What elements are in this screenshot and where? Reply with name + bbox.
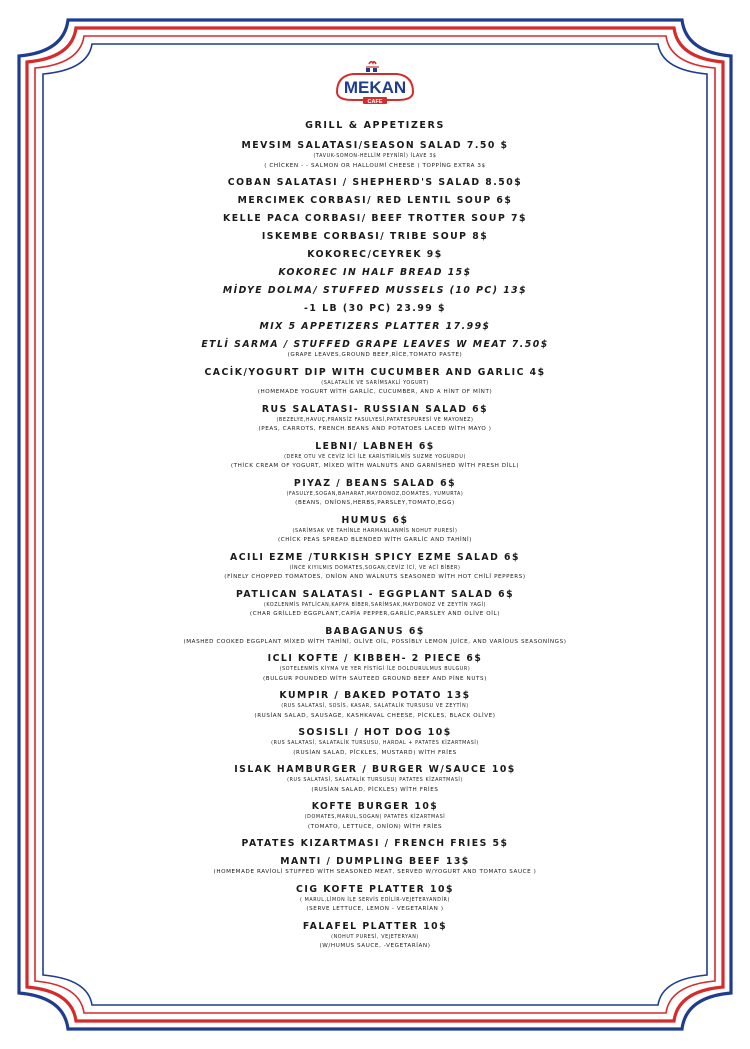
menu-item-title: PATLICAN SALATASI - EGGPLANT SALAD 6$ [235,588,515,600]
menu-item-title: -1 LB (30 PC) 23.99 $ [304,303,446,314]
menu-item-title: BABAGANUS 6$ [325,625,425,637]
menu-item [70,652,680,684]
menu-item-note: (RUS SALATASİ, SALATALİK TURSUSU) PATATES KİZARTMASİ) [287,778,463,783]
menu-item-note: (CHİCK PEAS SPREAD BLENDED WİTH GARLİC AND TAHİNİ) [277,537,473,543]
menu-item [70,194,680,207]
menu-item-note: (CHAR GRİLLED EGGPLANT,CAPİA PEPPER,GARLİC,PARSLEY AND OLİVE OİL) [249,611,501,617]
menu-item [70,689,680,721]
logo-wordmark: MEKAN [343,78,407,97]
menu-item-note: (NOHUT PURESİ, VEJETERYAN) [331,934,419,940]
menu-item-title: HUMUS 6$ [341,514,409,526]
menu-item [70,726,680,758]
menu-item-note: (RUS SALATASİ, SALATALİK TURSUSU, HARDAL + PATATES KİZARTMASİ) [271,741,479,746]
menu-item-title: COBAN SALATASI / SHEPHERD'S SALAD 8.50$ [227,177,523,188]
menu-item [70,302,680,315]
menu-item-note: (DERE OTU VE CEVİZ İCİ İLE KARİSTİRİLMİS SUZME YOGURDU) [284,454,466,460]
menu-item-note: (RUSİAN SALAD, PİCKLES) WİTH FRİES [311,786,439,793]
menu-item-note: (SALATALİK VE SARİMSAKLİ YOGURT) [321,380,429,386]
menu-item-title: KOKOREC/CEYREK 9$ [307,249,443,260]
menu-item-title: KOKOREC IN HALF BREAD 15$ [278,267,472,278]
menu-item-note: (PEAS, CARROTS, FRENCH BEANS AND POTATOES LACED WİTH MAYO ) [258,426,492,432]
menu-item-note: (FİNELY CHOPPED TOMATOES, ONİON AND WALNUTS SEASONED WİTH HOT CHİLİ PEPPERS) [224,574,526,580]
menu-item-note: (HOMEMADE YOGURT WİTH GARLİC, CUCUMBER, AND A HİNT OF MİNT) [257,389,493,395]
menu-item [70,248,680,261]
section-title: GRILL & APPETIZERS [305,120,445,131]
menu-item [70,883,680,915]
menu-item-title: KUMPIR / BAKED POTATO 13$ [279,690,471,701]
menu-item-title: MIX 5 APPETIZERS PLATTER 17.99$ [259,321,491,332]
menu-item-note: (W/HUMUS SAUCE, -VEGETARİAN) [319,943,431,949]
menu-item-note: (RUSİAN SALAD, SAUSAGE, KASHKAVAL CHEESE, PİCKLES, BLACK OLİVE) [254,712,496,719]
menu-item [70,855,680,878]
menu-item [70,514,680,546]
menu-list [70,118,680,952]
menu-item-note: (BEANS, ONİONS,HERBS,PARSLEY,TOMATO,EGG) [295,500,455,506]
menu-item-note: (KOZLENMİS PATLİCAN,KAPYA BİBER,SARİMSAK,MAYDONOZ VE ZEYTİN YAGİ) [263,602,487,608]
menu-item-title: ISKEMBE CORBASI/ TRIBE SOUP 8$ [261,231,489,242]
menu-item [70,551,680,583]
menu-item [70,588,680,620]
menu-item [70,920,680,952]
menu-item [70,230,680,243]
mekan-cafe-logo [333,58,417,106]
menu-item-note: ( CHİCKEN - - SALMON OR HALLOUMİ CHEESE ) TOPPİNG EXTRA 3$ [264,162,486,169]
menu-item-note: (HOMEMADE RAVİOLİ STUFFED WİTH SEASONED MEAT, SERVED W/YOGURT AND TOMATO SAUCE ) [213,869,537,875]
menu-item [70,320,680,333]
menu-item-title: LEBNI/ LABNEH 6$ [315,440,435,452]
menu-item-title: KOFTE BURGER 10$ [311,801,439,812]
menu-item-title: FALAFEL PLATTER 10$ [302,920,448,932]
menu-item-title: PIYAZ / BEANS SALAD 6$ [293,477,457,489]
menu-item-title: MİDYE DOLMA/ STUFFED MUSSELS (10 PC) 13$ [222,285,528,296]
menu-item-title: SOSISLI / HOT DOG 10$ [298,727,452,738]
menu-item-title: CACİK/YOGURT DIP WITH CUCUMBER AND GARLIC 4$ [204,366,546,378]
menu-item-title: MERCIMEK CORBASI/ RED LENTIL SOUP 6$ [237,195,513,206]
menu-item [70,477,680,509]
menu-item [70,403,680,435]
menu-item [70,837,680,850]
menu-item-note: (GRAPE LEAVES,GROUND BEEF,RİCE,TOMATO PASTE) [287,352,463,358]
menu-item [70,625,680,648]
menu-item-note: (TAVUK-SOMON-HELLİM PEYNİRİ) İLAVE 3$ [313,154,437,159]
menu-item [70,266,680,279]
menu-item-title: ISLAK HAMBURGER / BURGER W/SAUCE 10$ [234,764,516,775]
menu-item-note: (THİCK CREAM OF YOGURT, MİXED WİTH WALNUTS AND GARNİSHED WİTH FRESH DİLL) [230,463,520,469]
menu-item-note: (MASHED COOKED EGGPLANT MİXED WİTH TAHİNİ, OLİVE OİL, POSSİBLY LEMON JUİCE, AND VARİOUS SEASONİNGS) [183,638,567,645]
menu-item [70,800,680,832]
menu-item-note: (RUS SALATASİ, SOSİS, KASAR, SALATALİK TURSUSU VE ZEYTİN) [281,704,469,709]
menu-item-note: (RUSİAN SALAD, PİCKLES, MUSTARD) WİTH FRİES [293,749,457,756]
menu-item-note: (DOMATES,MARUL,SOGAN) PATATES KİZARTMASİ [304,815,446,820]
menu-item [70,366,680,398]
menu-item [70,440,680,472]
menu-item-note: (SERVE LETTUCE, LEMON - VEGETARİAN ) [306,906,444,912]
menu-item [70,338,680,361]
menu-item-note: (BEZELYE,HAVUÇ,FRANSİZ FASULYESİ,PATATESPURESİ VE MAYONEZ) [276,417,474,423]
menu-items [70,139,680,952]
menu-item-note: (SOTELENMİS KİYMA VE YER FİSTİGİ İLE DOLDURULMUS BULGUR) [279,667,471,672]
menu-item-title: CIG KOFTE PLATTER 10$ [296,883,454,895]
menu-item [70,284,680,297]
menu-item-title: MEVSIM SALATASI/SEASON SALAD 7.50 $ [241,140,509,151]
menu-item-note: (BULGUR POUNDED WİTH SAUTEED GROUND BEEF AND PİNE NUTS) [263,675,487,682]
menu-item-title: RUS SALATASI- RUSSIAN SALAD 6$ [261,403,489,415]
menu-item [70,139,680,171]
logo-tagline: CAFE [367,99,383,105]
menu-item-note: (İNCE KIYILMIS DOMATES,SOGAN,CEVİZ İCİ, VE ACİ BİBER) [289,565,461,571]
menu-item-note: ( MARUL,LİMON İLE SERVİS EDİLİR-VEJETERYANDİR) [300,897,450,903]
menu-item-note: (FASULYE,SOGAN,BAHARAT,MAYDONOZ,DOMATES, YUMURTA) [286,491,464,497]
menu-item-note: (SARİMSAK VE TAHİNLE HARMANLANMİS NOHUT PURESİ) [292,528,458,534]
menu-item-note: (TOMATO, LETTUCE, ONİON) WİTH FRİES [307,823,443,830]
menu-item-title: KELLE PACA CORBASI/ BEEF TROTTER SOUP 7$ [223,213,527,224]
menu-item-title: ICLI KOFTE / KIBBEH- 2 PIECE 6$ [267,653,483,664]
menu-item-title: ACILI EZME /TURKISH SPICY EZME SALAD 6$ [230,551,520,563]
menu-item-title: PATATES KIZARTMASI / FRENCH FRIES 5$ [241,838,509,849]
menu-item [70,763,680,795]
menu-item-title: MANTI / DUMPLING BEEF 13$ [280,856,470,867]
menu-item-title: ETLİ SARMA / STUFFED GRAPE LEAVES W MEAT 7.50$ [201,339,549,350]
menu-item [70,176,680,189]
menu-item [70,212,680,225]
